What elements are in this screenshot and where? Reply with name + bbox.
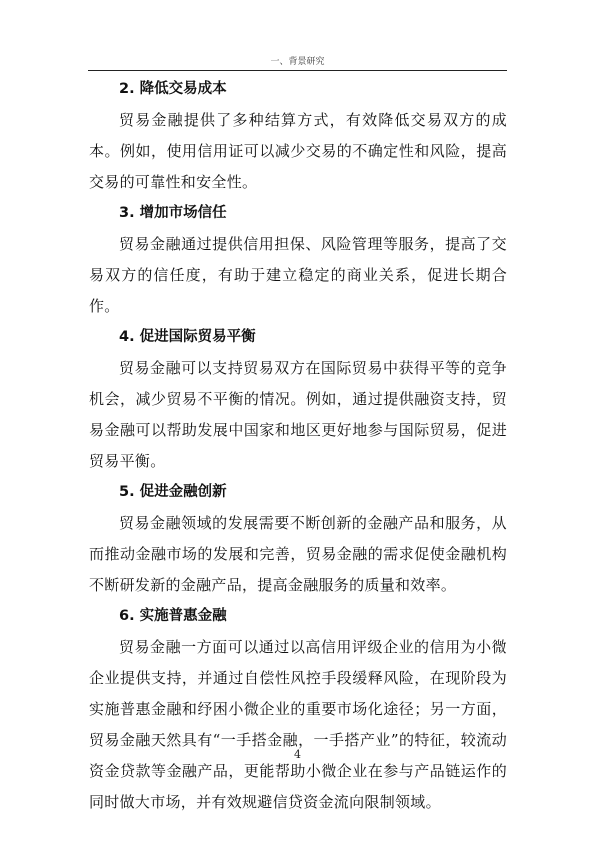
section-heading-cost: 2. 降低交易成本 <box>119 81 227 97</box>
section-paragraph-balance: 贸易金融可以支持贸易双方在国际贸易中获得平等的竞争机会，减少贸易不平衡的情况。例如，通过提供融资支持，贸易金融可以帮助发展中国家和地区更好地参与国际贸易，促进贸易平衡。 <box>89 359 507 470</box>
section-heading-trust: 3. 增加市场信任 <box>119 205 227 221</box>
header-divider <box>88 70 507 71</box>
document-body <box>89 74 507 818</box>
running-header: 一、背景研究 <box>270 57 325 67</box>
section-paragraph-innovation: 贸易金融领域的发展需要不断创新的金融产品和服务，从而推动金融市场的发展和完善，贸易金融的需求促使金融机构不断研发新的金融产品，提高金融服务的质量和效率。 <box>89 514 507 594</box>
section-paragraph-cost: 贸易金融提供了多种结算方式，有效降低交易双方的成本。例如，使用信用证可以减少交易的不确定性和风险，提高交易的可靠性和安全性。 <box>89 111 507 191</box>
section-heading-balance: 4. 促进国际贸易平衡 <box>119 329 256 345</box>
section-heading-innovation: 5. 促进金融创新 <box>119 484 227 500</box>
section-paragraph-inclusive: 贸易金融一方面可以通过以高信用评级企业的信用为小微企业提供支持，并通过自偿性风控手段缓释风险，在现阶段为实施普惠金融和纾困小微企业的重要市场化途径；另一方面，贸易金融天然具有“一手搭金融，一手搭产业”的特征，较流动资金贷款等金融产品，更能帮助小微企业在参与产品链运作的同时做大市场，并有效规避信贷资金流向限制领域。 <box>89 638 507 811</box>
section-heading-inclusive: 6. 实施普惠金融 <box>119 608 227 624</box>
page-number: 4 <box>294 748 301 761</box>
section-paragraph-trust: 贸易金融通过提供信用担保、风险管理等服务，提高了交易双方的信任度，有助于建立稳定的商业关系，促进长期合作。 <box>89 235 507 315</box>
